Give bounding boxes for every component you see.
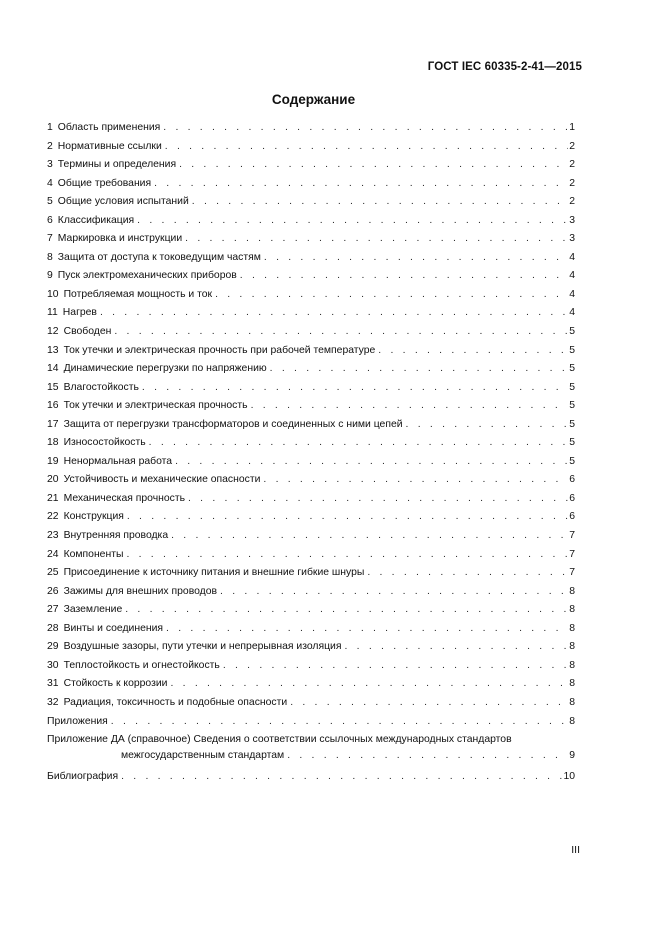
toc-entry[interactable] (47, 122, 575, 141)
toc-entry-page: 2 (569, 140, 575, 152)
toc-entry-number: 25 (47, 567, 59, 579)
toc-leader-dots (114, 326, 568, 337)
toc-entry[interactable] (47, 437, 575, 456)
toc-entry-page: 5 (569, 381, 575, 393)
toc-entry[interactable] (47, 697, 575, 716)
toc-entry-page: 5 (569, 363, 575, 375)
toc-entry[interactable] (47, 549, 575, 568)
toc-entry-number: 17 (47, 418, 59, 430)
toc-entry-text: Свободен (63, 326, 112, 338)
toc-entry-number: 14 (47, 363, 59, 375)
toc-entry-text: Классификация (57, 214, 135, 226)
toc-entry-number: 13 (47, 344, 59, 356)
toc-entry-page: 9 (569, 750, 575, 762)
toc-entry[interactable] (47, 382, 575, 401)
toc-leader-dots (111, 716, 568, 727)
toc-entry-page: 4 (569, 270, 575, 282)
toc-entry-text: Износостойкость (63, 437, 146, 449)
toc-entry-page: 2 (569, 196, 575, 208)
toc-entry-appendix-da[interactable] (47, 734, 575, 750)
toc-entry[interactable] (47, 326, 575, 345)
toc-entry[interactable] (47, 345, 575, 364)
toc-entry[interactable] (47, 159, 575, 178)
toc-entry-text: Термины и определения (57, 159, 177, 171)
toc-entry[interactable] (47, 233, 575, 252)
toc-entry[interactable] (47, 270, 575, 289)
toc-entry-number: 1 (47, 122, 53, 133)
toc-entry-page: 5 (569, 455, 575, 467)
toc-entry-text: Конструкция (63, 511, 124, 523)
toc-leader-dots (100, 307, 568, 318)
toc-entry-text: Библиография (47, 771, 119, 783)
toc-entry-text: Механическая прочность (63, 492, 185, 504)
toc-leader-dots (137, 215, 568, 226)
toc-entry-page: 6 (569, 474, 575, 486)
toc-entry-number: 18 (47, 437, 59, 449)
toc-entry-text: Устойчивость и механические опасности (63, 474, 261, 486)
toc-entry-number: 32 (47, 696, 59, 708)
toc-entry-number: 15 (47, 381, 59, 393)
toc-entry-text: Винты и соединения (63, 622, 164, 634)
toc-entry-text: Нормативные ссылки (57, 140, 162, 152)
toc-entry[interactable] (47, 307, 575, 326)
toc-entry-number: 23 (47, 530, 59, 542)
toc-entry-text: Теплостойкость и огнестойкость (63, 659, 220, 671)
toc-entry-number: 8 (47, 251, 53, 263)
toc-entry-page: 8 (569, 715, 575, 727)
toc-leader-dots (345, 641, 569, 652)
toc-entry-page: 10 (563, 771, 575, 783)
toc-entry-page: 8 (569, 678, 575, 690)
toc-entry-text: Компоненты (63, 548, 124, 560)
toc-entry-number: 30 (47, 659, 59, 671)
toc-entry-number: 11 (47, 307, 58, 319)
toc-entry-number: 24 (47, 548, 59, 560)
toc-leader-dots (165, 141, 568, 152)
toc-entry-text: Ток утечки и электрическая прочность при рабочей температуре (63, 344, 376, 356)
toc-entry-page: 8 (569, 604, 575, 616)
toc-entry[interactable] (47, 141, 575, 160)
toc-entry-text: Присоединение к источнику питания и внешние гибкие шнуры (63, 567, 365, 579)
toc-leader-dots (142, 382, 568, 393)
toc-entry-number: 7 (47, 233, 53, 245)
toc-entry-text: Ток утечки и электрическая прочность (63, 400, 248, 412)
toc-leader-dots (149, 437, 569, 448)
toc-entry-appendix-da-continued[interactable] (47, 750, 575, 768)
toc-entry-page: 8 (569, 641, 575, 653)
toc-entry-text: Радиация, токсичность и подобные опасности (63, 696, 288, 708)
toc-entry[interactable] (47, 586, 575, 605)
toc-leader-dots (264, 252, 568, 263)
toc-entry-page: 3 (569, 233, 575, 245)
toc-entry[interactable] (47, 474, 575, 493)
toc-leader-dots (163, 122, 568, 133)
toc-entry-page: 4 (569, 288, 575, 300)
toc-entry-text: Заземление (63, 604, 123, 616)
toc-leader-dots (170, 678, 568, 689)
toc-entry-text: Стойкость к коррозии (63, 678, 168, 690)
toc-entry-text: Воздушные зазоры, пути утечки и непрерывная изоляция (63, 641, 342, 653)
toc-entry-text: Общие условия испытаний (57, 196, 189, 208)
toc-leader-dots (175, 456, 568, 467)
toc-leader-dots (263, 474, 568, 485)
toc-entry-page: 3 (569, 214, 575, 226)
toc-entry[interactable] (47, 641, 575, 660)
toc-entry-page: 8 (569, 659, 575, 671)
toc-entry[interactable] (47, 530, 575, 549)
toc-entry-number: 9 (47, 270, 53, 282)
toc-entry-page: 7 (569, 530, 575, 542)
toc-leader-dots (287, 750, 568, 761)
toc-entry[interactable] (47, 400, 575, 419)
toc-leader-dots (127, 511, 568, 522)
toc-leader-dots (251, 400, 569, 411)
toc-leader-dots (220, 586, 568, 597)
toc-leader-dots (154, 178, 568, 189)
toc-entry-text: Динамические перегрузки по напряжению (63, 363, 267, 375)
toc-leader-dots (121, 771, 562, 782)
toc-entry[interactable] (47, 678, 575, 697)
toc-entry-number: 26 (47, 585, 59, 597)
toc-leader-dots (215, 289, 568, 300)
toc-entry-number: 29 (47, 641, 59, 653)
toc-leader-dots (166, 623, 568, 634)
toc-entry-number: 16 (47, 400, 59, 412)
toc-entry[interactable] (47, 567, 575, 586)
toc-leader-dots (185, 233, 568, 244)
toc-entry-page: 2 (569, 159, 575, 171)
toc-entry-text: Влагостойкость (63, 381, 139, 393)
toc-entry-text: Ненормальная работа (63, 455, 173, 467)
toc-leader-dots (171, 530, 568, 541)
toc-entry[interactable] (47, 604, 575, 623)
toc-entry-page: 1 (569, 122, 575, 133)
toc-leader-dots (223, 660, 568, 671)
toc-entry[interactable] (47, 252, 575, 271)
toc-entry[interactable] (47, 493, 575, 512)
toc-entry-text: Зажимы для внешних проводов (63, 585, 218, 597)
page-title: Содержание (271, 92, 356, 107)
toc-entry-text: Приложения (47, 715, 108, 727)
toc-entry-page: 8 (569, 696, 575, 708)
toc-leader-dots (125, 604, 568, 615)
toc-entry-text: Область применения (57, 122, 161, 133)
toc-leader-dots (126, 549, 568, 560)
toc-leader-dots (192, 196, 568, 207)
toc-entry-text: Внутренняя проводка (63, 530, 169, 542)
page-number: III (571, 844, 580, 856)
toc-leader-dots (179, 159, 568, 170)
toc-entry[interactable] (47, 623, 575, 642)
toc-entry-text: Защита от перегрузки трансформаторов и соединенных с ними цепей (63, 418, 403, 430)
toc-leader-dots (406, 419, 569, 430)
toc-entry-number: 6 (47, 214, 53, 226)
toc-entry[interactable] (47, 660, 575, 679)
toc-entry-page: 5 (569, 326, 575, 338)
toc-entry-number: 28 (47, 622, 59, 634)
toc-entry-text: Пуск электромеханических приборов (57, 270, 237, 282)
toc-entry-appendices[interactable] (47, 716, 575, 735)
toc-entry-number: 10 (47, 288, 59, 300)
toc-entry[interactable] (47, 289, 575, 308)
toc-leader-dots (240, 270, 568, 281)
toc-entry-number: 22 (47, 511, 59, 523)
toc-entry-number: 2 (47, 140, 53, 152)
toc-entries (47, 122, 575, 716)
toc-leader-dots (270, 363, 569, 374)
toc-entry-page: 5 (569, 400, 575, 412)
toc-entry-number: 12 (47, 326, 59, 338)
toc-entry-page: 5 (569, 418, 575, 430)
table-of-contents (47, 122, 575, 790)
toc-entry-page: 5 (569, 437, 575, 449)
toc-entry-page: 8 (569, 622, 575, 634)
toc-entry-page: 4 (569, 307, 575, 319)
toc-leader-dots (290, 697, 568, 708)
toc-entry[interactable] (47, 363, 575, 382)
toc-entry-number: 19 (47, 455, 59, 467)
toc-leader-dots (367, 567, 568, 578)
toc-entry-number: 3 (47, 159, 53, 171)
toc-entry-page: 2 (569, 177, 575, 189)
toc-entry-text: Защита от доступа к токоведущим частям (57, 251, 261, 263)
toc-entry[interactable] (47, 511, 575, 530)
toc-entry[interactable] (47, 215, 575, 234)
toc-entry[interactable] (47, 419, 575, 438)
toc-entry[interactable] (47, 196, 575, 215)
toc-leader-dots (378, 345, 568, 356)
toc-entry[interactable] (47, 178, 575, 197)
toc-entry-text: Общие требования (57, 177, 152, 189)
toc-entry-page: 7 (569, 567, 575, 579)
toc-entry-text: межгосударственным стандартам (121, 750, 285, 762)
toc-entry-number: 20 (47, 474, 59, 486)
toc-entry-page: 7 (569, 548, 575, 560)
toc-entry-number: 27 (47, 604, 59, 616)
toc-entry-number: 31 (47, 678, 59, 690)
toc-entry-bibliography[interactable] (47, 771, 575, 790)
document-code: ГОСТ IEC 60335-2-41—2015 (427, 61, 582, 73)
toc-leader-dots (188, 493, 568, 504)
toc-entry-text: Приложение ДА (справочное) Сведения о соответствии ссылочных международных стандартов (47, 734, 512, 746)
toc-entry-page: 4 (569, 251, 575, 263)
toc-entry-page: 6 (569, 492, 575, 504)
toc-entry-text: Маркировка и инструкции (57, 233, 183, 245)
toc-entry-page: 6 (569, 511, 575, 523)
toc-entry-text: Нагрев (62, 307, 97, 319)
toc-entry-page: 5 (569, 344, 575, 356)
toc-entry-page: 8 (569, 585, 575, 597)
toc-entry-text: Потребляемая мощность и ток (63, 288, 213, 300)
toc-entry-number: 4 (47, 177, 53, 189)
toc-entry-number: 21 (47, 492, 59, 504)
toc-entry-number: 5 (47, 196, 53, 208)
toc-entry[interactable] (47, 456, 575, 475)
